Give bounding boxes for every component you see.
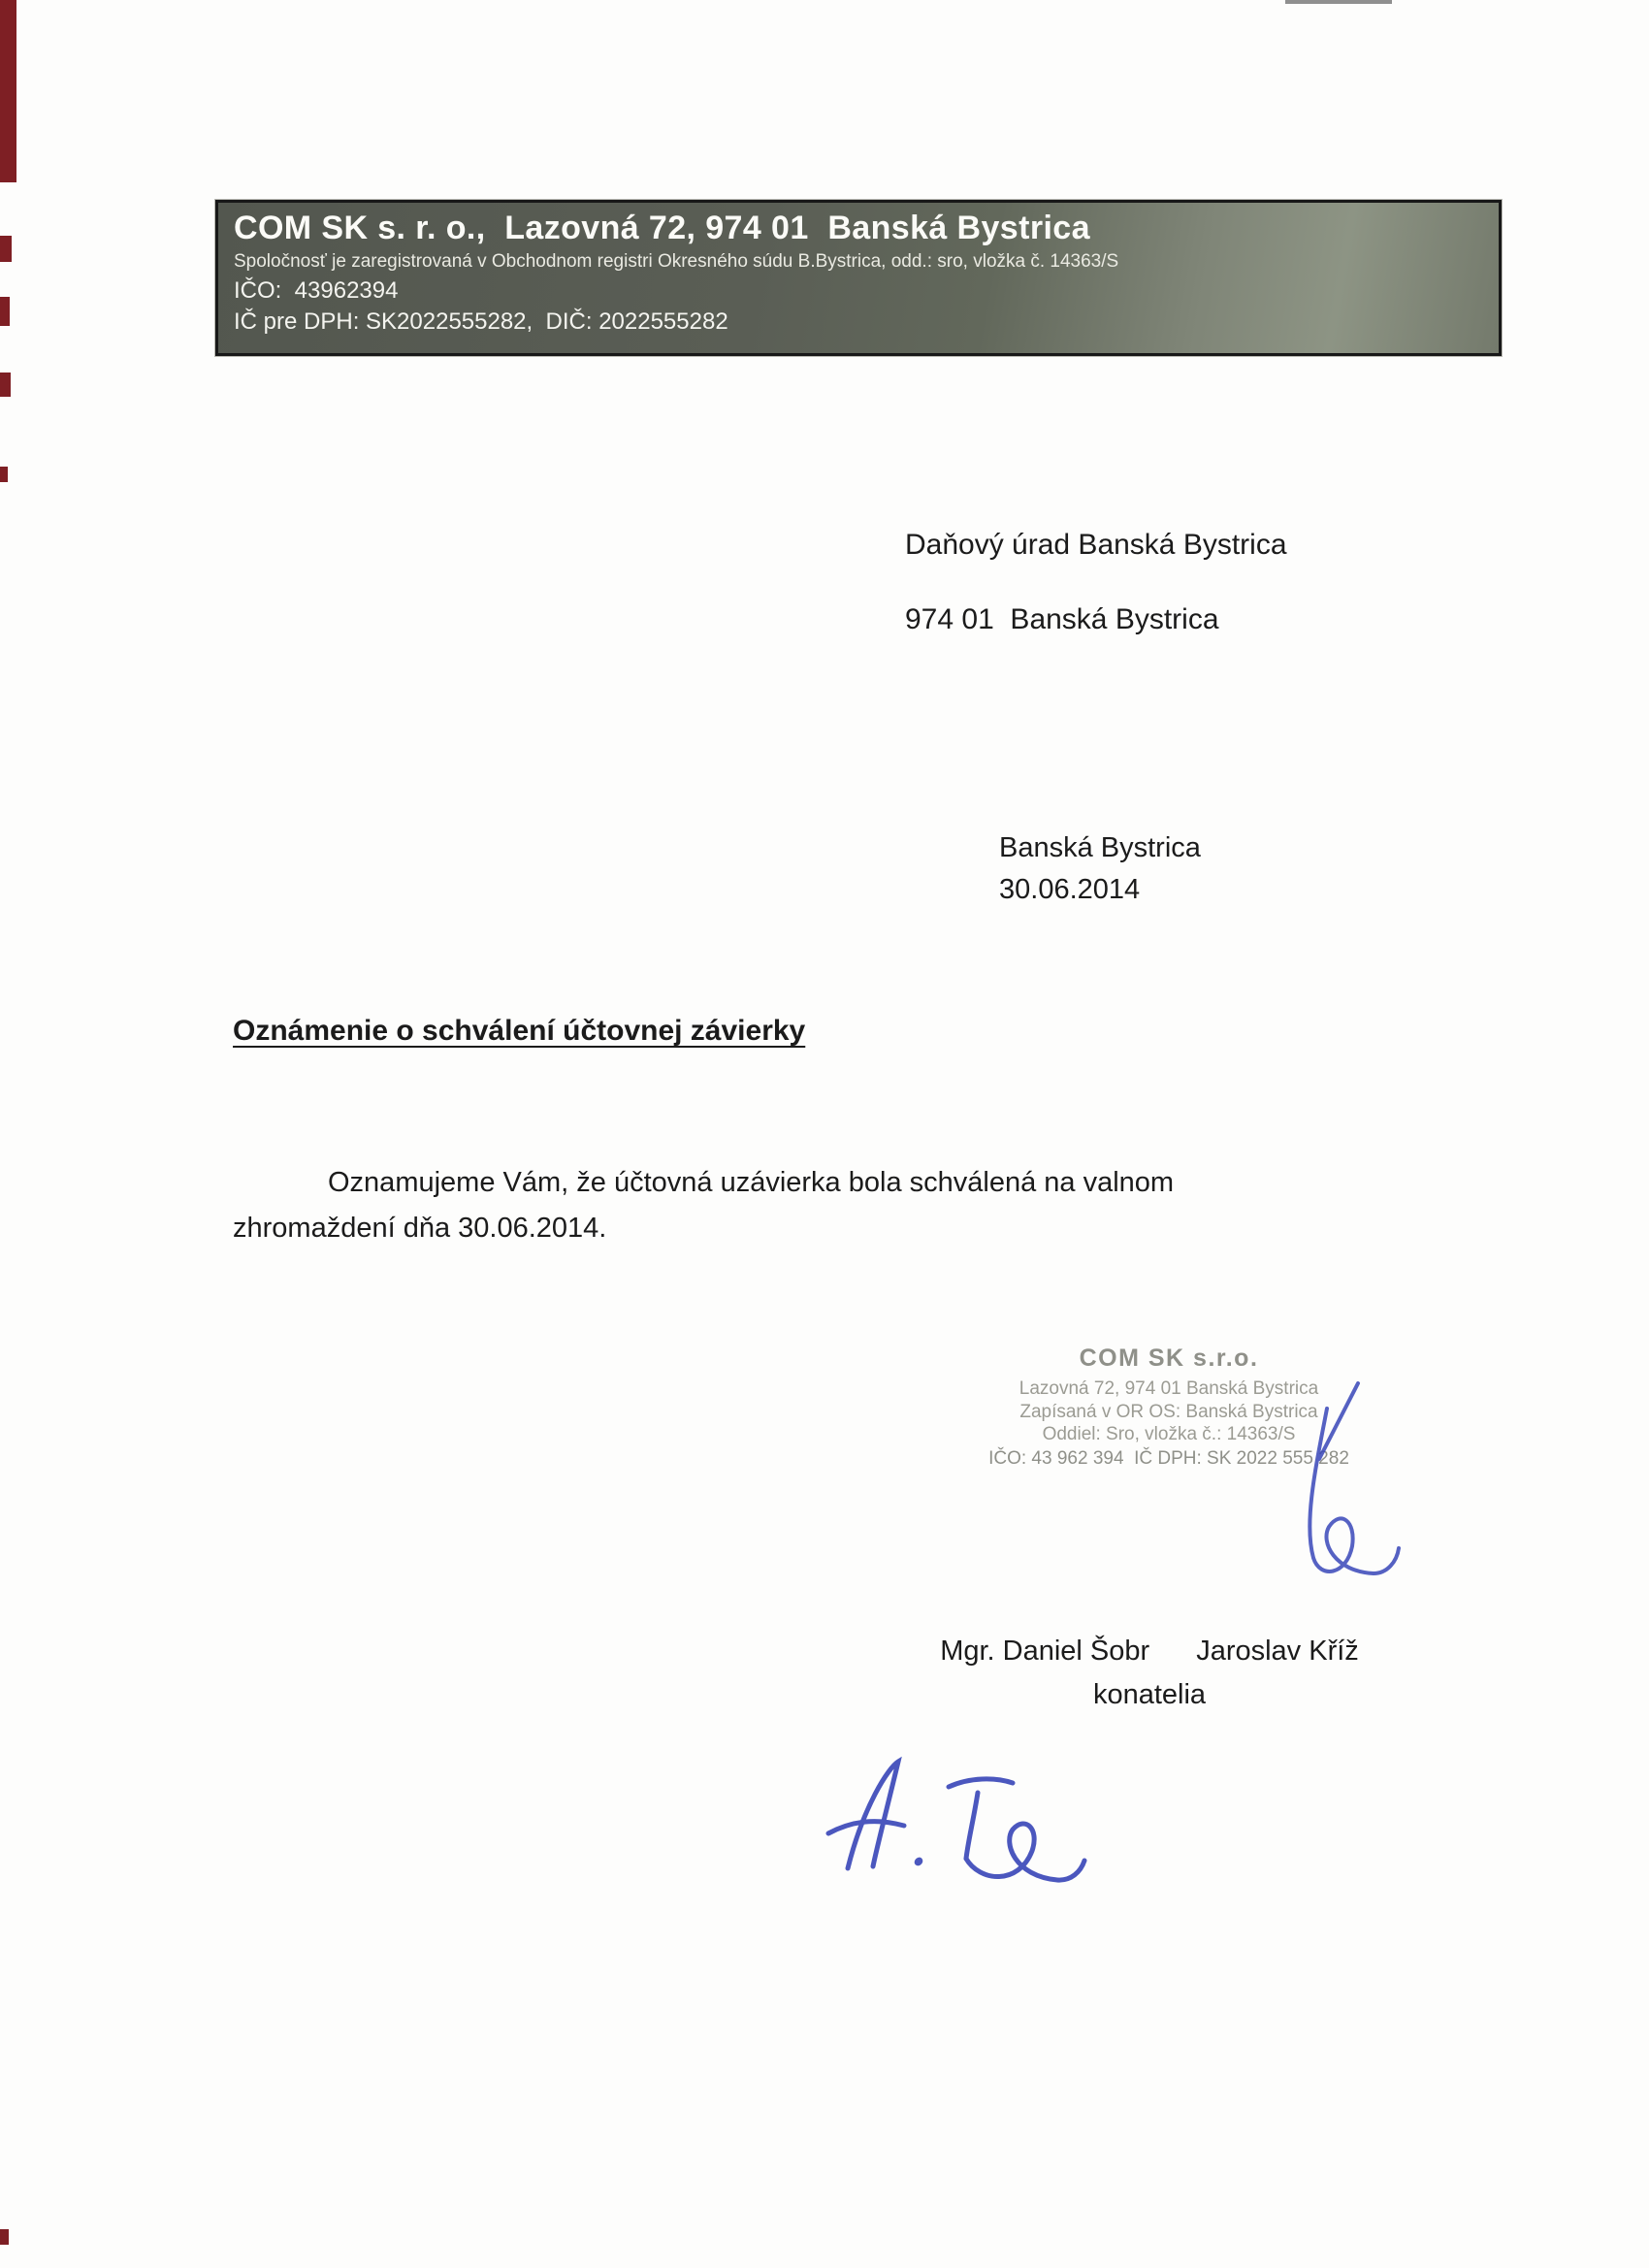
letterhead-company-title: COM SK s. r. o., Lazovná 72, 974 01 Banská Bystrica bbox=[234, 210, 1090, 246]
letter-place: Banská Bystrica bbox=[999, 832, 1201, 863]
letter-body-line2: zhromaždení dňa 30.06.2014. bbox=[233, 1213, 607, 1244]
scan-artifact-red-dash bbox=[0, 297, 10, 326]
scan-artifact-gray-line bbox=[1285, 0, 1392, 4]
letterhead-ico-line: IČO: 43962394 bbox=[234, 277, 399, 304]
stamp-signature-ink bbox=[1244, 1376, 1408, 1608]
signatory-role: konatelia bbox=[1092, 1679, 1207, 1710]
signatories-block bbox=[892, 1636, 1406, 1711]
signatory-name-1: Mgr. Daniel Šobr bbox=[940, 1636, 1150, 1667]
handwritten-signature-ink bbox=[815, 1746, 1106, 1901]
scan-artifact-red-dash bbox=[0, 2229, 9, 2245]
company-letterhead bbox=[215, 200, 1502, 356]
signatory-name-2: Jaroslav Kříž bbox=[1196, 1636, 1359, 1667]
scan-artifact-red-dash bbox=[0, 467, 8, 482]
letter-subject: Oznámenie o schválení účtovnej závierky bbox=[233, 1015, 806, 1047]
stamp-section: Oddiel: Sro, vložka č.: 14363/S bbox=[1042, 1424, 1296, 1444]
signatory-names bbox=[892, 1636, 1406, 1668]
place-date-block bbox=[999, 827, 1201, 911]
scan-artifact-red-dash bbox=[0, 236, 12, 262]
letterhead-vat-line: IČ pre DPH: SK2022555282, DIČ: 2022555282 bbox=[234, 308, 728, 335]
letter-body bbox=[233, 1160, 1397, 1251]
recipient-city: 974 01 Banská Bystrica bbox=[905, 603, 1219, 635]
letterhead-registration-line: Spoločnosť je zaregistrovaná v Obchodnom registri Okresného súdu B.Bystrica, odd.: sro, vložka č. 14363/S bbox=[234, 251, 1119, 272]
stamp-address: Lazovná 72, 974 01 Banská Bystrica bbox=[1018, 1378, 1319, 1399]
scan-artifact-red-dash bbox=[0, 373, 11, 397]
letter-body-line1: Oznamujeme Vám, že účtovná uzávierka bola schválená na valnom bbox=[328, 1167, 1175, 1198]
stamp-ico-vat: IČO: 43 962 394 IČ DPH: SK 2022 555 282 bbox=[988, 1448, 1349, 1469]
stamp-registry: Zapísaná v OR OS: Banská Bystrica bbox=[1019, 1402, 1318, 1422]
scan-artifact-red-bar bbox=[0, 0, 16, 182]
letter-date: 30.06.2014 bbox=[999, 874, 1141, 905]
stamp-company-name: COM SK s.r.o. bbox=[1079, 1345, 1259, 1372]
recipient-name: Daňový úrad Banská Bystrica bbox=[905, 529, 1287, 561]
